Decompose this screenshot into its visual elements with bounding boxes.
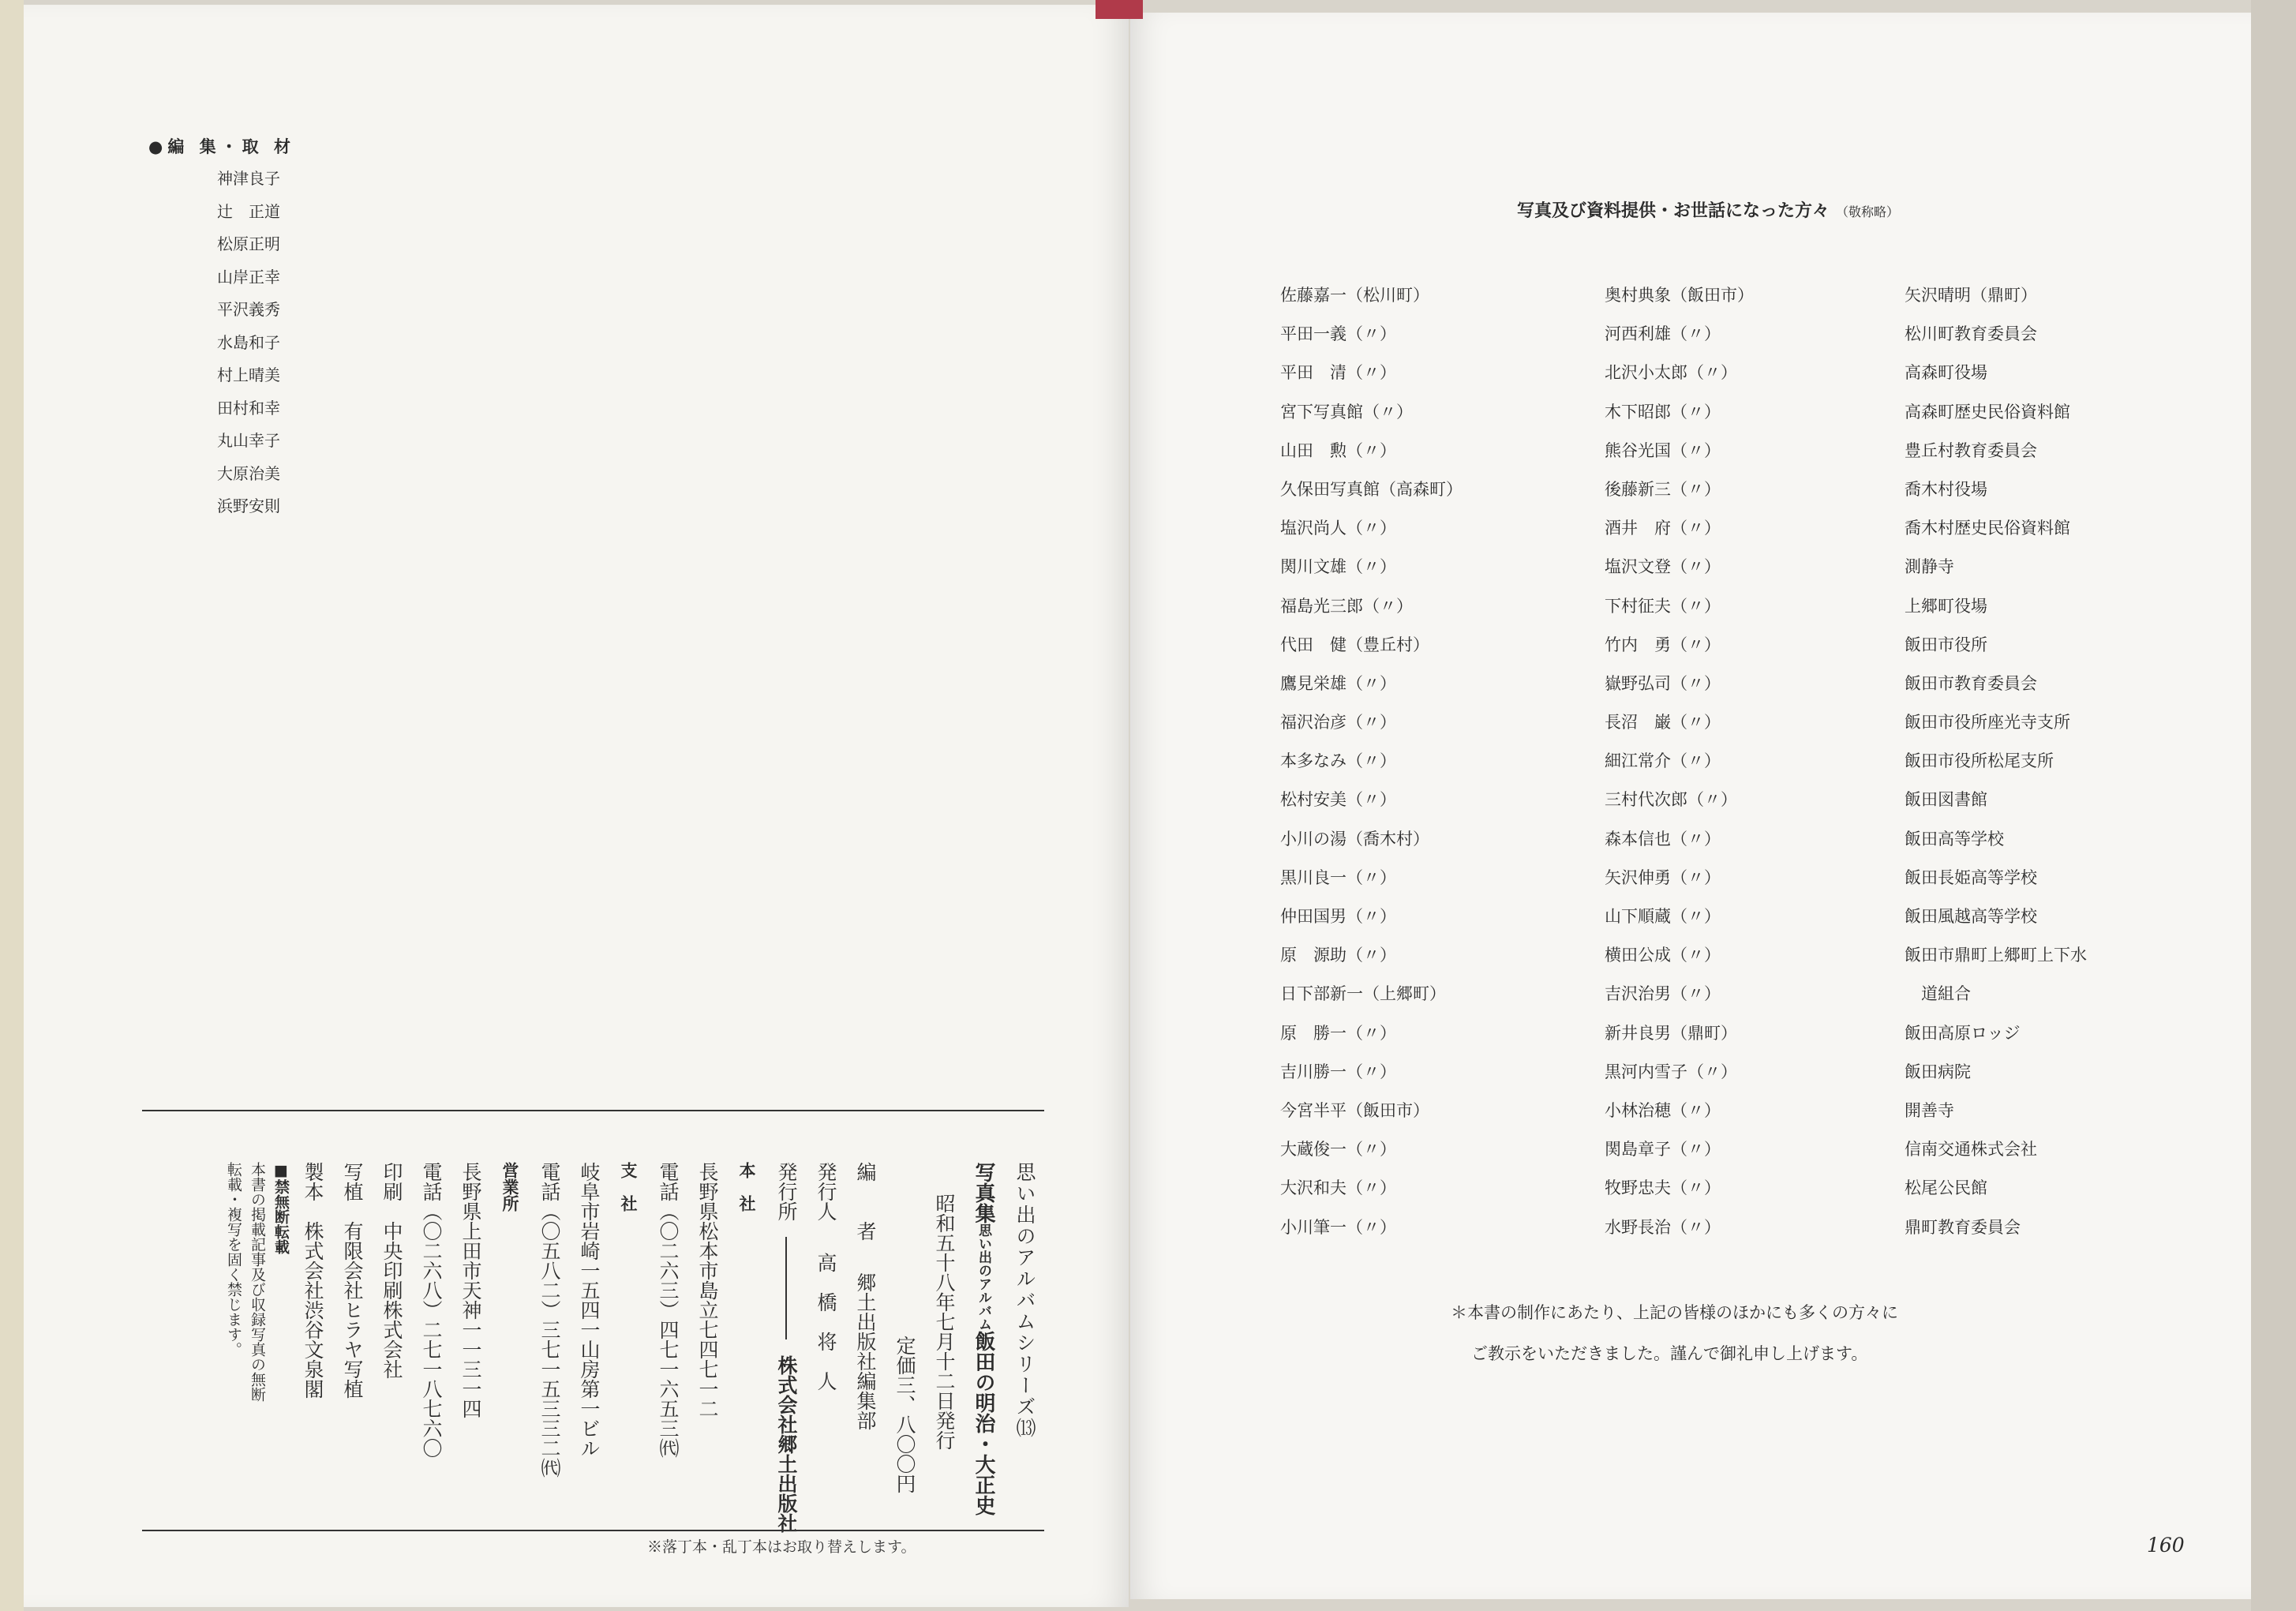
typesetting-line: 写植 有限会社ヒラヤ写植 (341, 1162, 364, 1399)
acknowledgement-line-2: ご教示をいただきました。謹んで御礼申し上げます。 (1471, 1344, 1868, 1363)
title-prefix: 写真集 (972, 1162, 995, 1223)
credit-entry: 奥村典象（飯田市） (1605, 286, 1754, 305)
credit-entry: 平田一義（〃） (1280, 324, 1396, 344)
sales-label: 営業所 (500, 1162, 519, 1212)
credit-entry: 横田公成（〃） (1605, 946, 1721, 965)
credit-entry: 今宮半平（飯田市） (1280, 1100, 1429, 1120)
credit-entry: 後藤新三（〃） (1605, 479, 1721, 499)
credit-entry: 黒河内雪子（〃） (1605, 1062, 1737, 1081)
staff-name: 大原治美 (217, 463, 280, 483)
credit-entry: 日下部新一（上郷町） (1280, 984, 1446, 1004)
credit-entry: 水野長治（〃） (1605, 1217, 1721, 1237)
credit-entry: 喬木村歴史民俗資料館 (1905, 519, 2070, 538)
credit-entry: 豊丘村教育委員会 (1905, 440, 2037, 460)
credit-entry: 塩沢尚人（〃） (1280, 519, 1396, 538)
credit-entry: 仲田国男（〃） (1280, 907, 1396, 926)
editor-label: 編 者 (854, 1162, 877, 1241)
credits-column-1 (1280, 282, 1463, 1253)
credit-entry: 松尾公民館 (1905, 1178, 1987, 1198)
credit-entry: 酒井 府（〃） (1605, 519, 1721, 538)
credits-title (1517, 197, 1899, 222)
credit-entry: 開善寺 (1905, 1100, 1954, 1120)
credit-entry: 喬木村役場 (1905, 479, 1987, 499)
credit-entry: 福沢治彦（〃） (1280, 713, 1396, 732)
publisher-label: 発行人 (815, 1162, 837, 1221)
bookmark-ribbon (1096, 0, 1143, 19)
staff-name: 神津良子 (217, 169, 280, 188)
title-main: 飯田の明治・大正史 (972, 1331, 995, 1515)
credit-entry: 関川文雄（〃） (1280, 557, 1396, 577)
colophon (142, 1162, 1044, 1533)
issuer-label: 発行所 (775, 1162, 798, 1221)
price: 定価三、八〇〇円 (893, 1336, 916, 1493)
credit-entry: 牧野忠夫（〃） (1605, 1178, 1721, 1198)
editor: 郷土出版社編集部 (854, 1272, 877, 1430)
credit-entry: 嶽野弘司（〃） (1605, 673, 1721, 693)
staff-name: 丸山幸子 (217, 431, 280, 450)
notice-label: ■禁無断転載 (272, 1162, 290, 1254)
credit-entry: 高森町歴史民俗資料館 (1905, 402, 2070, 421)
credit-entry: 飯田市役所松尾支所 (1905, 751, 2054, 771)
credit-entry: 山下順蔵（〃） (1605, 907, 1721, 926)
credit-entry: 山田 勲（〃） (1280, 440, 1396, 460)
credit-entry: 代田 健（豊丘村） (1280, 635, 1429, 654)
book-title-line (964, 1162, 1003, 1515)
acknowledgement (1451, 1292, 1898, 1374)
editor-line (845, 1162, 885, 1509)
acknowledgement-line-1: ＊本書の制作にあたり、上記の皆様のほかにも多くの方々に (1451, 1303, 1898, 1322)
credit-entry: 飯田長姫高等学校 (1905, 867, 2037, 887)
page-number: 160 (2147, 1534, 2185, 1557)
branch-address: 岐阜市岩崎一五四一山房第一ビル (578, 1162, 601, 1458)
printing-line: 印刷 中央印刷株式会社 (380, 1162, 403, 1379)
credit-entry: 小林治穂（〃） (1605, 1100, 1721, 1120)
publish-date: 昭和五十八年七月十二日発行 (933, 1193, 956, 1450)
credit-entry: 竹内 勇（〃） (1605, 635, 1721, 654)
cover-edge-left (0, 0, 24, 1611)
credit-entry: 河西利雄（〃） (1605, 324, 1721, 344)
staff-name: 田村和幸 (217, 398, 280, 418)
credit-entry: 小川筆一（〃） (1280, 1217, 1396, 1237)
colophon-bottom-rule (142, 1530, 1044, 1531)
binding-line: 製本 株式会社渋谷文泉閣 (302, 1162, 324, 1399)
credit-entry: 鼎町教育委員会 (1905, 1217, 2021, 1237)
publisher-line (806, 1162, 845, 1509)
staff-list (217, 166, 280, 526)
credit-entry: 鷹見栄雄（〃） (1280, 673, 1396, 693)
credit-entry: 松川町教育委員会 (1905, 324, 2037, 344)
credit-entry: 福島光三郎（〃） (1280, 596, 1413, 616)
credit-entry: 新井良男（鼎町） (1605, 1023, 1737, 1043)
hq-phone: 電話（〇二六三）四七一六五三㈹ (657, 1162, 680, 1458)
credit-entry: 塩沢文登（〃） (1605, 557, 1721, 577)
credit-entry: 飯田市鼎町上郷町上下水 (1905, 946, 2087, 965)
credit-entry: 下村征夫（〃） (1605, 596, 1721, 616)
staff-name: 山岸正幸 (217, 267, 280, 287)
credit-entry: 原 勝一（〃） (1280, 1023, 1396, 1043)
credits-column-2 (1605, 282, 1754, 1253)
credit-entry: 熊谷光国（〃） (1605, 440, 1721, 460)
credit-entry: 飯田市教育委員会 (1905, 673, 2037, 693)
credit-entry: 長沼 巌（〃） (1605, 713, 1721, 732)
staff-name: 水島和子 (217, 332, 280, 352)
branch-label: 支 社 (619, 1162, 638, 1212)
credits-title-note: （敬称略） (1836, 204, 1900, 219)
hq-label: 本 社 (737, 1162, 756, 1212)
credit-entry: 佐藤嘉一（松川町） (1280, 286, 1429, 305)
credit-entry: 飯田図書館 (1905, 790, 1987, 810)
credit-entry: 大沢和夫（〃） (1280, 1178, 1396, 1198)
staff-name: 松原正明 (217, 234, 280, 253)
credit-entry: 上郷町役場 (1905, 596, 1987, 616)
credit-entry: 道組合 (1905, 984, 1971, 1004)
sales-phone: 電話（〇二六八）二七一八七六〇 (420, 1162, 443, 1458)
credit-entry: 高森町役場 (1905, 363, 1987, 383)
credit-entry: 小川の湯（喬木村） (1280, 829, 1429, 849)
notice-line-2: 転載・複写を固く禁じます。 (225, 1162, 242, 1357)
cover-edge-right (2251, 0, 2296, 1611)
credit-entry: 大蔵俊一（〃） (1280, 1140, 1396, 1160)
credit-entry: 森本信也（〃） (1605, 829, 1721, 849)
credit-entry: 測静寺 (1905, 557, 1954, 577)
credit-entry: 北沢小太郎（〃） (1605, 363, 1737, 383)
credit-entry: 飯田高原ロッジ (1905, 1023, 2021, 1043)
credit-entry: 飯田市役所座光寺支所 (1905, 713, 2070, 732)
lost-page-note: ※落丁本・乱丁本はお取り替えします。 (647, 1538, 916, 1556)
credit-entry: 宮下写真館（〃） (1280, 402, 1413, 421)
credit-entry: 飯田市役所 (1905, 635, 1987, 654)
title-sub: 思い出のアルバム (976, 1223, 991, 1331)
sales-address: 長野県上田市天神一一三一四 (459, 1162, 482, 1418)
series-title: 思い出のアルバムシリーズ⒀ (1013, 1162, 1036, 1439)
staff-name: 平沢義秀 (217, 300, 280, 319)
credits-column-3 (1905, 282, 2087, 1253)
credit-entry: 原 源助（〃） (1280, 946, 1396, 965)
credit-entry: 松村安美（〃） (1280, 790, 1396, 810)
hq-address: 長野県松本市島立七四七一二 (696, 1162, 719, 1418)
credit-entry: 飯田風越高等学校 (1905, 907, 2037, 926)
credit-entry: 信南交通株式会社 (1905, 1140, 2037, 1160)
vertical-divider (785, 1237, 787, 1339)
credit-entry: 三村代次郎（〃） (1605, 790, 1737, 810)
credit-entry: 平田 清（〃） (1280, 363, 1396, 383)
credit-entry: 久保田写真館（高森町） (1280, 479, 1463, 499)
credit-entry: 木下昭郎（〃） (1605, 402, 1721, 421)
staff-name: 村上晴美 (217, 365, 280, 384)
credit-entry: 飯田高等学校 (1905, 829, 2004, 849)
credit-entry: 吉沢治男（〃） (1605, 984, 1721, 1004)
issuer: 株式会社郷土出版社 (775, 1355, 798, 1533)
credit-entry: 飯田病院 (1905, 1062, 1971, 1081)
publisher: 高 橋 将 人 (815, 1253, 837, 1391)
credits-title-text: 写真及び資料提供・お世話になった方々 (1517, 201, 1830, 221)
notice-line-1: 本書の掲載記事及び収録写真の無断 (249, 1162, 266, 1402)
credit-entry: 矢沢晴明（鼎町） (1905, 286, 2037, 305)
issuer-line (766, 1162, 806, 1533)
staff-heading: ●編 集・取 材 (148, 137, 295, 156)
credit-entry: 関島章子（〃） (1605, 1140, 1721, 1160)
staff-name: 浜野安則 (217, 496, 280, 515)
credit-entry: 矢沢伸勇（〃） (1605, 867, 1721, 887)
staff-name: 辻 正道 (217, 201, 280, 221)
branch-phone: 電話（〇五八二）三七一五三三二㈹ (538, 1162, 561, 1478)
credit-entry: 本多なみ（〃） (1280, 751, 1396, 771)
credit-entry: 黒川良一（〃） (1280, 867, 1396, 887)
colophon-top-rule (142, 1110, 1044, 1111)
credit-entry: 細江常介（〃） (1605, 751, 1721, 771)
credit-entry: 吉川勝一（〃） (1280, 1062, 1396, 1081)
